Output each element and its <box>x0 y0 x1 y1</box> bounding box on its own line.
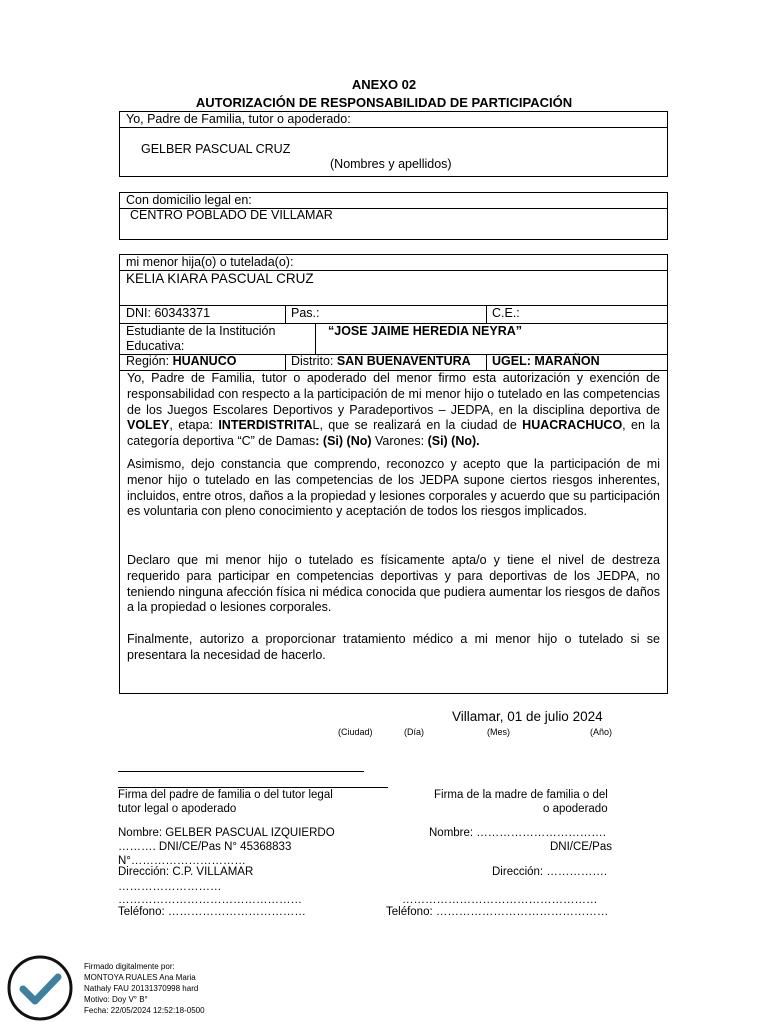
father-address: Dirección: C.P. VILLAMAR <box>118 866 254 878</box>
father-name: Nombre: GELBER PASCUAL IZQUIERDO <box>118 827 335 839</box>
paragraph-fitness: Declaro que mi menor hijo o tutelado es físicamente apta/o y tiene el nivel de destreza requerido para participar en competencias deportivas y para deportivas de los JEDPA, no teniendo ninguna afección física ni médica conocida que pudiera aumentar los riesgos de daños a la propiedad o lesiones corporales. <box>127 553 660 615</box>
father-extra-dots: ………………………………………… <box>118 894 302 906</box>
document-title: AUTORIZACIÓN DE RESPONSABILIDAD DE PARTICIPACIÓN <box>195 95 573 110</box>
stamp-line-1: Firmado digitalmente por: <box>84 962 175 971</box>
mother-address: Dirección: ……………. <box>492 866 608 878</box>
mother-phone: Teléfono: ……………………………………… <box>386 906 609 918</box>
institution-name: “JOSE JAIME HEREDIA NEYRA” <box>328 324 523 338</box>
father-signature-caption-2: tutor legal o apoderado <box>118 803 237 815</box>
digital-signature-check-icon <box>6 954 74 1022</box>
father-phone: Teléfono: ……………………………… <box>118 906 306 918</box>
minor-pas: Pas.: <box>291 306 320 320</box>
paragraph-risks: Asimismo, dejo constancia que comprendo, reconozco y acepto que la participación de mi menor hijo o tutelado en las competencias de los JEDPA supone ciertos riesgos inherentes, incluidos, entre otros, daños a la propiedad y lesiones corporales y acuerdo que su participación es voluntaria con pleno conocimiento y aceptación de todos los riesgos implicados. <box>127 457 660 519</box>
mother-extra-dots: …………………………………………… <box>402 894 598 906</box>
stamp-line-3: Nathaly FAU 20131370998 hard <box>84 984 199 993</box>
date-day-caption: (Día) <box>404 727 424 737</box>
district: Distrito: SAN BUENAVENTURA <box>291 354 471 368</box>
domicile-value: CENTRO POBLADO DE VILLAMAR <box>130 208 333 222</box>
minor-name: KELIA KIARA PASCUAL CRUZ <box>126 271 314 286</box>
date-year-caption: (Año) <box>590 727 613 737</box>
date-value: Villamar, 01 de julio 2024 <box>452 709 603 724</box>
mother-name: Nombre: ……………………………. <box>429 827 606 839</box>
date-city-caption: (Ciudad) <box>338 727 373 737</box>
minor-label: mi menor hija(o) o tutelada(o): <box>126 255 294 269</box>
father-address-dots: ……………………… <box>118 881 222 893</box>
institution-label-1: Estudiante de la Institución <box>126 324 276 338</box>
parent-box <box>119 111 668 177</box>
signature-line-top <box>118 771 364 772</box>
minor-table <box>119 254 668 694</box>
mother-signature-caption-1: Firma de la madre de familia o del <box>434 789 608 801</box>
father-signature-caption-1: Firma del padre de familia o del tutor legal <box>118 789 333 801</box>
parent-label: Yo, Padre de Familia, tutor o apoderado: <box>126 112 351 126</box>
parent-name: GELBER PASCUAL CRUZ <box>141 142 291 156</box>
minor-dni: DNI: 60343371 <box>126 306 211 320</box>
date-month-caption: (Mes) <box>487 727 510 737</box>
paragraph-authorization: Yo, Padre de Familia, tutor o apoderado del menor firmo esta autorización y exención de responsabilidad con respecto a la participación de mi menor hijo o tutelado en las competencias de los Juegos Escolares Deportivos y Paradeportivos – JEDPA, en la disciplina deportiva de VOLEY, etapa: INTERDISTRITAL, que se realizará en la ciudad de HUACRACHUCO, en la categoría deportiva “C” de Damas: (Si) (No) Varones: (Si) (No). <box>127 371 660 449</box>
stamp-line-2: MONTOYA RUALES Ana Maria <box>84 973 196 982</box>
annex-title: ANEXO 02 <box>351 77 417 92</box>
parent-name-caption: (Nombres y apellidos) <box>330 157 452 171</box>
father-n: N°………………………… <box>118 855 246 867</box>
domicile-box <box>119 192 668 240</box>
domicile-label: Con domicilio legal en: <box>126 193 252 207</box>
stamp-line-5: Fecha: 22/05/2024 12:52:18-0500 <box>84 1006 205 1015</box>
stamp-line-4: Motivo: Doy V° B° <box>84 995 148 1004</box>
mother-dni: DNI/CE/Pas <box>550 841 612 853</box>
minor-ce: C.E.: <box>492 306 520 320</box>
paragraph-medical: Finalmente, autorizo a proporcionar tratamiento médico a mi menor hijo o tutelado si se presentara la necesidad de hacerlo. <box>127 632 660 662</box>
mother-signature-caption-2: o apoderado <box>543 803 608 815</box>
institution-label-2: Educativa: <box>126 339 185 353</box>
region: Región: HUANUCO <box>126 354 237 368</box>
father-dni: ………. DNI/CE/Pas N° 45368833 <box>118 841 292 853</box>
ugel: UGEL: MARAÑON <box>492 354 600 368</box>
